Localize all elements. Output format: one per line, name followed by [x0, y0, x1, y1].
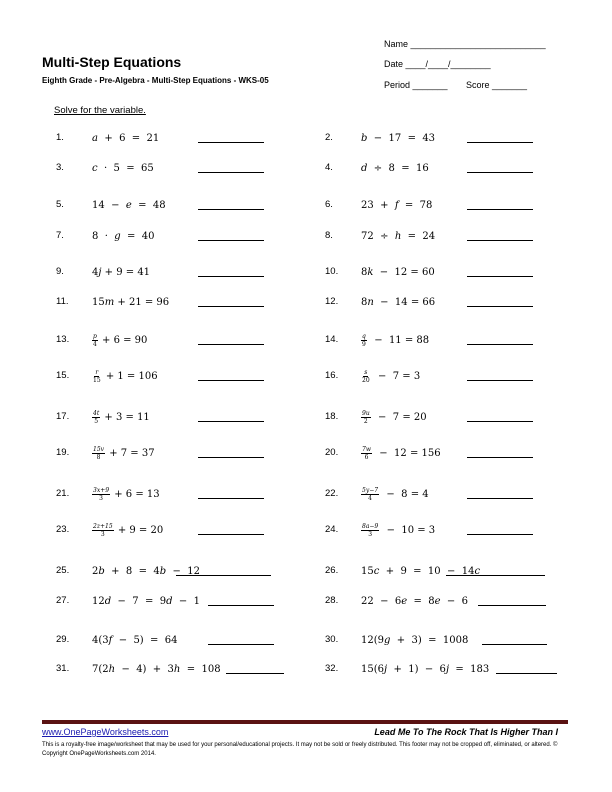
- answer-line: [467, 380, 533, 381]
- problem-equation: $\frac{p}{4}$ + 6 = 90: [93, 332, 148, 348]
- problem-number: 27.: [56, 595, 70, 606]
- problem-equation: 15(6 j + 1) − 6 j = 183: [361, 663, 490, 675]
- problem-equation: $\frac{2z+15}{3}$ + 9 = 20: [93, 522, 164, 538]
- answer-line: [446, 575, 545, 576]
- answer-line: [198, 457, 264, 458]
- problem-number: 24.: [325, 524, 339, 535]
- problem-equation: 4 j + 9 = 41: [92, 266, 151, 278]
- problem-equation: $\frac{s}{20}$ − 7 = 3: [362, 368, 421, 384]
- problem-equation: 7(2 h − 4) + 3 h = 108: [92, 663, 221, 675]
- period-field: Period _______: [384, 80, 448, 90]
- answer-line: [198, 209, 264, 210]
- problem-number: 22.: [325, 488, 339, 499]
- problem-number: 9.: [56, 266, 64, 277]
- answer-line: [198, 276, 264, 277]
- problem-number: 2.: [325, 132, 333, 143]
- answer-line: [467, 172, 533, 173]
- problem-equation: b − 17 = 43: [361, 132, 436, 144]
- answer-line: [467, 306, 533, 307]
- problem-equation: 23 + f = 78: [361, 199, 433, 211]
- problem-number: 29.: [56, 634, 70, 645]
- problem-number: 28.: [325, 595, 339, 606]
- date-field: Date ____/____/________: [384, 59, 491, 69]
- answer-line: [467, 344, 533, 345]
- answer-line: [467, 457, 533, 458]
- problem-number: 25.: [56, 565, 70, 576]
- problem-equation: 12(9 g + 3) = 1008: [361, 634, 469, 646]
- problem-equation: d ÷ 8 = 16: [361, 162, 429, 174]
- problem-number: 10.: [325, 266, 339, 277]
- problem-number: 20.: [325, 447, 339, 458]
- answer-line: [467, 276, 533, 277]
- problem-equation: 2 b + 8 = 4 b − 12: [92, 565, 200, 577]
- page-title: Multi-Step Equations: [42, 54, 182, 70]
- problem-number: 31.: [56, 663, 70, 674]
- instructions: Solve for the variable.: [54, 105, 146, 116]
- answer-line: [467, 142, 533, 143]
- problem-equation: 15 c + 9 = 10 − 14 c: [361, 565, 481, 577]
- page-subtitle: Eighth Grade - Pre-Algebra - Multi-Step Equations - WKS-05: [42, 76, 269, 85]
- problem-equation: $\frac{r}{15}$ + 1 = 106: [93, 368, 158, 384]
- answer-line: [496, 673, 557, 674]
- problem-number: 6.: [325, 199, 333, 210]
- problem-equation: $\frac{7w}{6}$ − 12 = 156: [362, 445, 441, 461]
- footer-rule: [42, 720, 568, 724]
- answer-line: [208, 605, 274, 606]
- problem-equation: 12 d − 7 = 9 d − 1: [92, 595, 200, 607]
- answer-line: [208, 644, 274, 645]
- answer-line: [198, 306, 264, 307]
- answer-line: [482, 644, 547, 645]
- answer-line: [198, 240, 264, 241]
- problem-number: 19.: [56, 447, 70, 458]
- problem-equation: $\frac{9u}{2}$ − 7 = 20: [362, 409, 427, 425]
- answer-line: [198, 172, 264, 173]
- problem-equation: c · 5 = 65: [92, 162, 154, 174]
- answer-line: [467, 534, 533, 535]
- footer-copyright-note: This is a royalty-free image/worksheet that may be used for your personal/educational projects. It may not be sold or freely distributed. This footer may not be cropped off, eliminated, or altered. © Copyright OnePageWorksheets.com 2014.: [42, 742, 558, 757]
- answer-line: [478, 605, 546, 606]
- name-field: Name ___________________________: [384, 39, 546, 49]
- problem-number: 14.: [325, 334, 339, 345]
- answer-line: [198, 142, 264, 143]
- answer-line: [176, 575, 271, 576]
- problem-equation: 22 − 6 e = 8 e − 6: [361, 595, 468, 607]
- problem-number: 13.: [56, 334, 70, 345]
- problem-number: 26.: [325, 565, 339, 576]
- score-field: Score _______: [466, 80, 528, 90]
- problem-equation: $\frac{5y-7}{4}$ − 8 = 4: [362, 486, 429, 502]
- problem-equation: 72 ÷ h = 24: [361, 230, 436, 242]
- problem-equation: $\frac{8a-9}{3}$ − 10 = 3: [362, 522, 436, 538]
- problem-equation: 8 n − 14 = 66: [361, 296, 436, 308]
- footer-link[interactable]: www.OnePageWorksheets.com: [42, 727, 169, 737]
- problem-number: 23.: [56, 524, 70, 535]
- problem-number: 4.: [325, 162, 333, 173]
- answer-line: [198, 421, 264, 422]
- problem-number: 7.: [56, 230, 64, 241]
- problem-number: 8.: [325, 230, 333, 241]
- problem-number: 17.: [56, 411, 70, 422]
- problem-number: 12.: [325, 296, 339, 307]
- problem-number: 32.: [325, 663, 339, 674]
- answer-line: [467, 498, 533, 499]
- answer-line: [467, 421, 533, 422]
- problem-number: 1.: [56, 132, 64, 143]
- answer-line: [198, 498, 264, 499]
- answer-line: [467, 240, 533, 241]
- problem-equation: 14 − e = 48: [92, 199, 166, 211]
- problem-number: 16.: [325, 370, 339, 381]
- problem-number: 18.: [325, 411, 339, 422]
- problem-number: 3.: [56, 162, 64, 173]
- footer-slogan: Lead Me To The Rock That Is Higher Than I: [374, 727, 558, 737]
- answer-line: [198, 380, 264, 381]
- problem-number: 15.: [56, 370, 70, 381]
- problem-equation: $\frac{4t}{5}$ + 3 = 11: [93, 409, 150, 425]
- problem-equation: $\frac{q}{9}$ − 11 = 88: [362, 332, 430, 348]
- problem-equation: 15 m + 21 = 96: [92, 296, 170, 308]
- problem-equation: 4(3 f − 5) = 64: [92, 634, 178, 646]
- answer-line: [467, 209, 533, 210]
- problem-number: 30.: [325, 634, 339, 645]
- answer-line: [198, 534, 264, 535]
- problem-equation: 8 k − 12 = 60: [361, 266, 435, 278]
- problem-equation: 8 · g = 40: [92, 230, 155, 242]
- answer-line: [226, 673, 284, 674]
- problem-number: 5.: [56, 199, 64, 210]
- problem-number: 11.: [56, 296, 69, 307]
- problem-number: 21.: [56, 488, 70, 499]
- problem-equation: a + 6 = 21: [92, 132, 160, 144]
- problem-equation: $\frac{15v}{8}$ + 7 = 37: [93, 445, 155, 461]
- problem-equation: $\frac{3x+9}{3}$ + 6 = 13: [93, 486, 160, 502]
- answer-line: [198, 344, 264, 345]
